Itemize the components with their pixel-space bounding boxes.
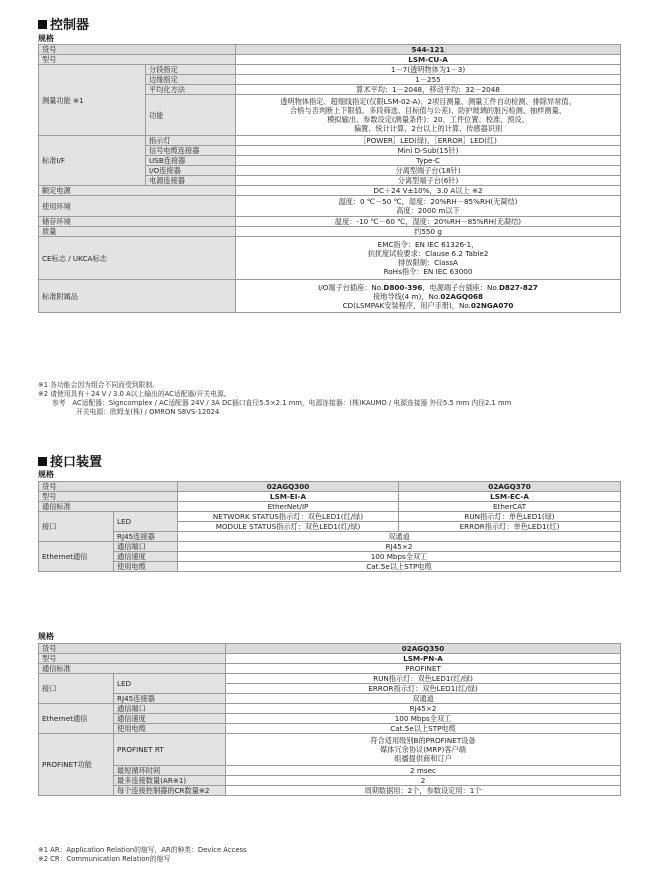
if-led1b: RUN指示灯：单色LED1(绿) [399, 512, 621, 522]
acc-partno: 02NGA070 [470, 300, 514, 310]
if-std2: EtherCAT [399, 502, 621, 512]
acc-value [236, 280, 621, 313]
pn-no-label: 货号 [39, 644, 226, 654]
controller-title: 控制器 [50, 18, 90, 33]
note-line: ※1 AR：Application Relation的缩写，AR的种类：Device Access [38, 846, 247, 854]
mass-value: 约550 g [236, 227, 621, 237]
ce-line: RoHs指令：EN IEC 63000 [383, 267, 473, 276]
pn-ar: 2 [226, 776, 621, 786]
controller-spec-table [38, 44, 621, 313]
store-label: 储存环境 [39, 217, 236, 227]
ce-line: 排放限制：ClassA [398, 258, 458, 267]
power-label: 额定电源 [39, 186, 236, 196]
model-no-label: 货号 [39, 45, 236, 55]
if-type-label: 型号 [39, 492, 178, 502]
if-led-label: LED [114, 512, 178, 532]
acc-partno: 02AGQ068 [440, 291, 483, 301]
pn-ch-label: 通信端口 [114, 704, 226, 714]
pn-led1: RUN指示灯：双色LED1(红/绿) [226, 674, 621, 684]
pn-pf-label: PROFINET功能 [39, 734, 114, 796]
note-line: ※2 CR：Communication Relation的缩写 [38, 855, 171, 863]
acc-text: I/O端子台插座：No. [318, 282, 384, 292]
env-line: 高度：2000 m以下 [396, 206, 460, 215]
if-ch: RJ45×2 [178, 542, 621, 552]
avg-value: 算术平均：1－2048，移动平均：32－2048 [236, 85, 621, 95]
ce-line: 抗扰度试验要求：Clause 6.2 Table2 [367, 249, 489, 258]
pn-type: LSM-PN-A [226, 654, 621, 664]
if-speed-label: 通信速度 [114, 552, 178, 562]
pn-ar-label: 最多连接数量(AR※1) [114, 776, 226, 786]
if-eth-label: Ethernet通信 [39, 542, 114, 572]
interface-title: 接口装置 [50, 455, 103, 470]
if-no-label: 货号 [39, 482, 178, 492]
io-value: 分离型端子台(18针) [236, 166, 621, 176]
if-no2: 02AGQ370 [399, 482, 621, 492]
heading-square-icon [38, 457, 47, 466]
ind-label: 指示灯 [146, 136, 236, 146]
controller-notes [38, 381, 511, 417]
env-value [236, 196, 621, 217]
pn-rt-line: 媒体冗余协议(MRP)客户端 [380, 745, 466, 754]
func-line: 合格与否判断上下限值、多段筛选、目标值与公差)、防护玻璃的脏污检测、抽样测量、 [290, 106, 566, 115]
edge-label: 边缘指定 [146, 75, 236, 85]
model-no-value: 544-121 [236, 45, 621, 55]
if-led1a: NETWORK STATUS指示灯：双色LED1(红/绿) [178, 512, 399, 522]
pn-std-label: 通信标准 [39, 664, 226, 674]
acc-partno: D827-827 [498, 282, 538, 292]
type-label: 型号 [39, 55, 236, 65]
pn-std: PROFINET [226, 664, 621, 674]
func-label: 功能 [146, 95, 236, 136]
seg-value: 1－7(透明物体为1－3) [236, 65, 621, 75]
type-value: LSM-CU-A [236, 55, 621, 65]
interface-spec-label: 规格 [38, 470, 54, 479]
pn-rt-line: 组播提供商和订户 [394, 754, 452, 763]
pwrc-value: 分离型端子台(6针) [236, 176, 621, 186]
if-cable: Cat.5e以上STP电缆 [178, 562, 621, 572]
pn-no: 02AGQ350 [226, 644, 621, 654]
env-label: 使用环境 [39, 196, 236, 217]
pn-rj: 双通道 [226, 694, 621, 704]
store-value: 温度：-10 ℃－60 ℃，湿度：20%RH－85%RH(无凝结) [236, 217, 621, 227]
if-led2b: ERROR指示灯：单色LED1(红) [399, 522, 621, 532]
pwrc-label: 电源连接器 [146, 176, 236, 186]
sig-label: 信号电缆连接器 [146, 146, 236, 156]
pn-led-label: LED [114, 674, 226, 694]
acc-text: CD(LSMPAK安装程序，用户手册)，No. [342, 300, 471, 310]
controller-spec-label: 规格 [38, 34, 54, 43]
heading-square-icon [38, 20, 47, 29]
usb-value: Type-C [236, 156, 621, 166]
profinet-spec-label: 规格 [38, 632, 54, 641]
func-line: 模拟输出、参数设定(测量条件)：20、工件位置、校准、预设、 [327, 115, 529, 124]
pn-cr-label: 每个连接控制器的CR数量※2 [114, 786, 226, 796]
if-type2: LSM-EC-A [399, 492, 621, 502]
edge-value: 1－255 [236, 75, 621, 85]
acc-text: 接地导线(4 m)，No. [373, 291, 441, 301]
acc-text: ，电源端子台插座：No. [422, 282, 499, 292]
sig-value: Mini D-Sub(15针) [236, 146, 621, 156]
ce-label: CE标志 / UKCA标志 [39, 237, 236, 280]
pn-rj-label: RJ45连接器 [114, 694, 226, 704]
note-line: 参考 AC适配器：Signcomplex / AC适配器 24V / 3A DC插口直径5.5×2.1 mm，电源连接器：(株)KAUMO / 电源连接器 外径5.5 mm 内径2.1 mm [52, 399, 512, 407]
ind-value: ［POWER］LED(绿)、［ERROR］LED(红) [236, 136, 621, 146]
func-line: 透明物体指定、超细线指定(仅限LSM-02-A)、2项目测量、测量工件自动检测、排除异常值、 [280, 97, 576, 106]
io-label: I/O连接器 [146, 166, 236, 176]
profinet-notes [38, 846, 247, 864]
env-line: 温度：0 ℃－50 ℃，湿度：20%RH－85%RH(无凝结) [338, 197, 518, 206]
interface-spec-table [38, 481, 621, 572]
pn-cycle-label: 最短循环时间 [114, 766, 226, 776]
pn-cable-label: 使用电缆 [114, 724, 226, 734]
seg-label: 分段指定 [146, 65, 236, 75]
ce-line: EMC指令：EN IEC 61326-1， [377, 240, 479, 249]
controller-heading [38, 14, 89, 33]
ce-value [236, 237, 621, 280]
if-rj-label: RJ45连接器 [114, 532, 178, 542]
if-led2a: MODULE STATUS指示灯：双色LED1(红/绿) [178, 522, 399, 532]
acc-partno: D800-396 [383, 282, 423, 292]
pn-rt-label: PROFINET RT [114, 734, 226, 766]
pn-cr: 周期数据用：2个，参数设定用：1个 [226, 786, 621, 796]
func-line: 偏置、统计计算、2台以上的计算、传感器识别 [353, 124, 503, 133]
pn-speed-label: 通信速度 [114, 714, 226, 724]
profinet-spec-table [38, 643, 621, 796]
if-std-label: 通信标准 [39, 502, 178, 512]
note-line: ※2 请使用具有＋24 V / 3.0 A以上输出的AC适配器/开关电源。 [38, 390, 231, 398]
usb-label: USB连接器 [146, 156, 236, 166]
mass-label: 质量 [39, 227, 236, 237]
if-port-label: 接口 [39, 512, 114, 542]
pn-cycle: 2 msec [226, 766, 621, 776]
if-cable-label: 使用电缆 [114, 562, 178, 572]
interface-heading [38, 451, 102, 470]
note-line: ※1 各功能会因为组合不同而受到限制。 [38, 381, 159, 389]
pn-speed: 100 Mbps全双工 [226, 714, 621, 724]
if-speed: 100 Mbps全双工 [178, 552, 621, 562]
acc-label: 标准附属品 [39, 280, 236, 313]
pn-ch: RJ45×2 [226, 704, 621, 714]
note-line: 开关电源：欧姆龙(株) / OMRON S8VS-12024 [76, 408, 220, 416]
power-value: DC＋24 V±10%，3.0 A以上 ※2 [236, 186, 621, 196]
if-std1: EtherNet/IP [178, 502, 399, 512]
avg-label: 平均化方法 [146, 85, 236, 95]
if-rj: 双通道 [178, 532, 621, 542]
pn-eth-label: Ethernet通信 [39, 704, 114, 734]
pn-rt-line: 符合适用级别B的PROFINET设备 [370, 736, 476, 745]
pn-port-label: 接口 [39, 674, 114, 704]
if-no1: 02AGQ300 [178, 482, 399, 492]
if-type1: LSM-EI-A [178, 492, 399, 502]
measure-label: 测量功能 ※1 [39, 65, 146, 136]
if-ch-label: 通信端口 [114, 542, 178, 552]
if-label: 标准I/F [39, 136, 146, 186]
pn-cable: Cat.5e以上STP电缆 [226, 724, 621, 734]
func-value [236, 95, 621, 136]
pn-type-label: 型号 [39, 654, 226, 664]
pn-rt-value [226, 734, 621, 766]
pn-led2: ERROR指示灯：双色LED1(红/绿) [226, 684, 621, 694]
